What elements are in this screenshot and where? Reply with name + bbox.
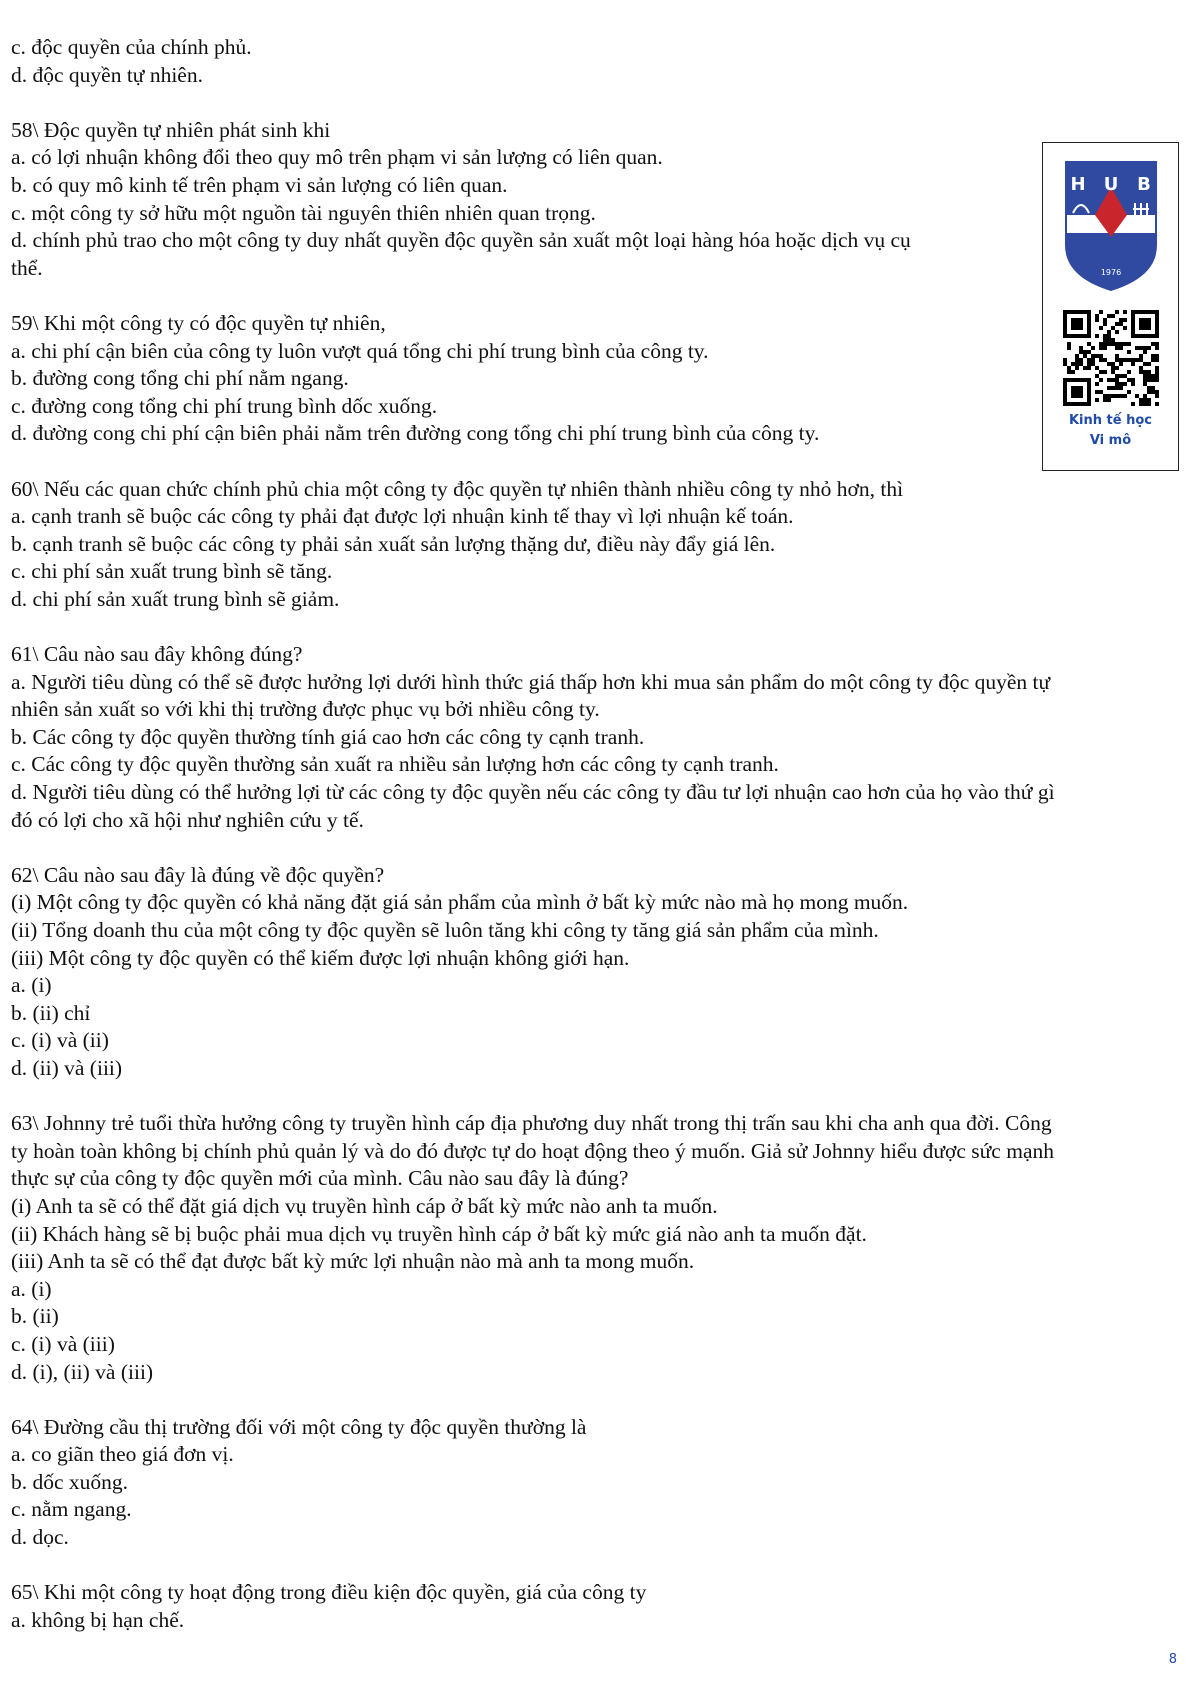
qr-code-icon [1063,310,1159,406]
text-line: 61\ Câu nào sau đây không đúng? [11,642,303,667]
page-number: 8 [1168,1652,1177,1667]
text-line: c. (i) và (iii) [11,1331,115,1356]
blank-line [11,1552,1179,1580]
text-line: d. đường cong chi phí cận biên phải nằm trên đường cong tổng chi phí trung bình của công ty. [11,421,820,446]
text-line: d. Người tiêu dùng có thể hưởng lợi từ các công ty độc quyền nếu các công ty đầu tư lợi nhuận cao hơn của họ vào thứ gì [11,780,1055,805]
text-line: d. (i), (ii) và (iii) [11,1359,154,1384]
text-line: 60\ Nếu các quan chức chính phủ chia một công ty độc quyền tự nhiên thành nhiều công ty nhỏ hơn, thì [11,476,904,501]
text-line: d. (ii) và (iii) [11,1055,123,1080]
text-line: c. chi phí sản xuất trung bình sẽ tăng. [11,559,333,584]
blank-line [11,448,1179,476]
text-line: b. (ii) chỉ [11,1000,91,1025]
text-line: d. độc quyền tự nhiên. [11,62,203,87]
text-line: c. nằm ngang. [11,1497,132,1522]
text-line: (i) Anh ta sẽ có thể đặt giá dịch vụ truyền hình cáp ở bất kỳ mức nào anh ta muốn. [11,1193,718,1218]
text-line: a. có lợi nhuận không đổi theo quy mô trên phạm vi sản lượng có liên quan. [11,145,663,170]
text-line: ty hoàn toàn không bị chính phủ quản lý và do đó được tự do hoạt động theo ý muốn. Giả sử Johnny hiểu được sức mạnh [11,1138,1054,1163]
text-line: thể. [11,255,43,280]
text-line: 63\ Johnny trẻ tuổi thừa hưởng công ty truyền hình cáp địa phương duy nhất trong thị trấn sau khi cha anh qua đời. Công [11,1111,1052,1136]
badge-caption-line2: Vi mô [1089,433,1132,448]
blank-line [11,1386,1179,1414]
text-line: (i) Một công ty độc quyền có khả năng đặt giá sản phẩm của mình ở bất kỳ mức nào mà họ mong muốn. [11,890,909,915]
blank-line [11,834,1179,862]
text-line: b. dốc xuống. [11,1469,129,1494]
text-line: d. chính phủ trao cho một công ty duy nhất quyền độc quyền sản xuất một loại hàng hóa hoặc dịch vụ cụ [11,228,911,253]
text-line: c. (i) và (ii) [11,1028,109,1053]
text-line: a. co giãn theo giá đơn vị. [11,1442,234,1467]
text-line: 58\ Độc quyền tự nhiên phát sinh khi [11,117,331,142]
text-line: d. dọc. [11,1525,69,1550]
text-line: c. đường cong tổng chi phí trung bình dốc xuống. [11,393,438,418]
badge-letter-h: H [1070,174,1086,195]
text-line: nhiên sản xuất so với khi thị trường được phục vụ bởi nhiều công ty. [11,697,600,722]
text-line: b. đường cong tổng chi phí nằm ngang. [11,366,349,391]
text-line: a. chi phí cận biên của công ty luôn vượt quá tổng chi phí trung bình của công ty. [11,338,709,363]
text-line: 65\ Khi một công ty hoạt động trong điều kiện độc quyền, giá của công ty [11,1580,647,1605]
text-line: c. một công ty sở hữu một nguồn tài nguyên thiên nhiên quan trọng. [11,200,596,225]
blank-line [11,613,1179,641]
text-line: a. cạnh tranh sẽ buộc các công ty phải đạt được lợi nhuận kinh tế thay vì lợi nhuận kế toán. [11,504,794,529]
text-line: c. độc quyền của chính phủ. [11,35,252,59]
text-line: b. (ii) [11,1304,59,1329]
text-line: 62\ Câu nào sau đây là đúng về độc quyền? [11,862,385,887]
text-line: 59\ Khi một công ty có độc quyền tự nhiên, [11,310,386,335]
badge-letter-b: B [1137,174,1151,195]
text-line: (iii) Anh ta sẽ có thể đạt được bất kỳ mức lợi nhuận nào mà anh ta mong muốn. [11,1249,695,1274]
text-line: b. Các công ty độc quyền thường tính giá cao hơn các công ty cạnh tranh. [11,724,645,749]
text-line: thực sự của công ty độc quyền mới của mình. Câu nào sau đây là đúng? [11,1166,629,1191]
text-line: a. (i) [11,973,52,998]
blank-line [11,89,1179,117]
hub-shield-logo-icon [1061,157,1161,293]
course-badge [1042,142,1179,471]
text-line: c. Các công ty độc quyền thường sản xuất ra nhiều sản lượng hơn các công ty cạnh tranh. [11,752,779,777]
text-line: (ii) Tổng doanh thu của một công ty độc quyền sẽ luôn tăng khi công ty tăng giá sản phẩm của mình. [11,918,879,942]
text-line: đó có lợi cho xã hội như nghiên cứu y tế. [11,807,364,832]
text-line: (iii) Một công ty độc quyền có thể kiếm được lợi nhuận không giới hạn. [11,945,630,970]
text-line: a. (i) [11,1276,52,1301]
text-line: (ii) Khách hàng sẽ bị buộc phải mua dịch vụ truyền hình cáp ở bất kỳ mức giá nào anh ta muốn đặt. [11,1221,867,1246]
blank-line [11,282,1179,310]
badge-letter-u: U [1103,174,1119,195]
blank-line [11,1083,1179,1111]
text-line: b. có quy mô kinh tế trên phạm vi sản lượng có liên quan. [11,172,508,197]
text-line: 64\ Đường cầu thị trường đối với một công ty độc quyền thường là [11,1414,587,1439]
text-line: b. cạnh tranh sẽ buộc các công ty phải sản xuất sản lượng thặng dư, điều này đẩy giá lên. [11,531,776,556]
badge-year: 1976 [1100,268,1122,277]
document-body [11,34,1179,1634]
text-line: d. chi phí sản xuất trung bình sẽ giảm. [11,586,340,611]
text-line: a. không bị hạn chế. [11,1607,185,1632]
badge-caption-line1: Kinh tế học [1068,413,1152,428]
text-line: a. Người tiêu dùng có thể sẽ được hưởng lợi dưới hình thức giá thấp hơn khi mua sản phẩm do một công ty độc quyền tự [11,669,1051,694]
